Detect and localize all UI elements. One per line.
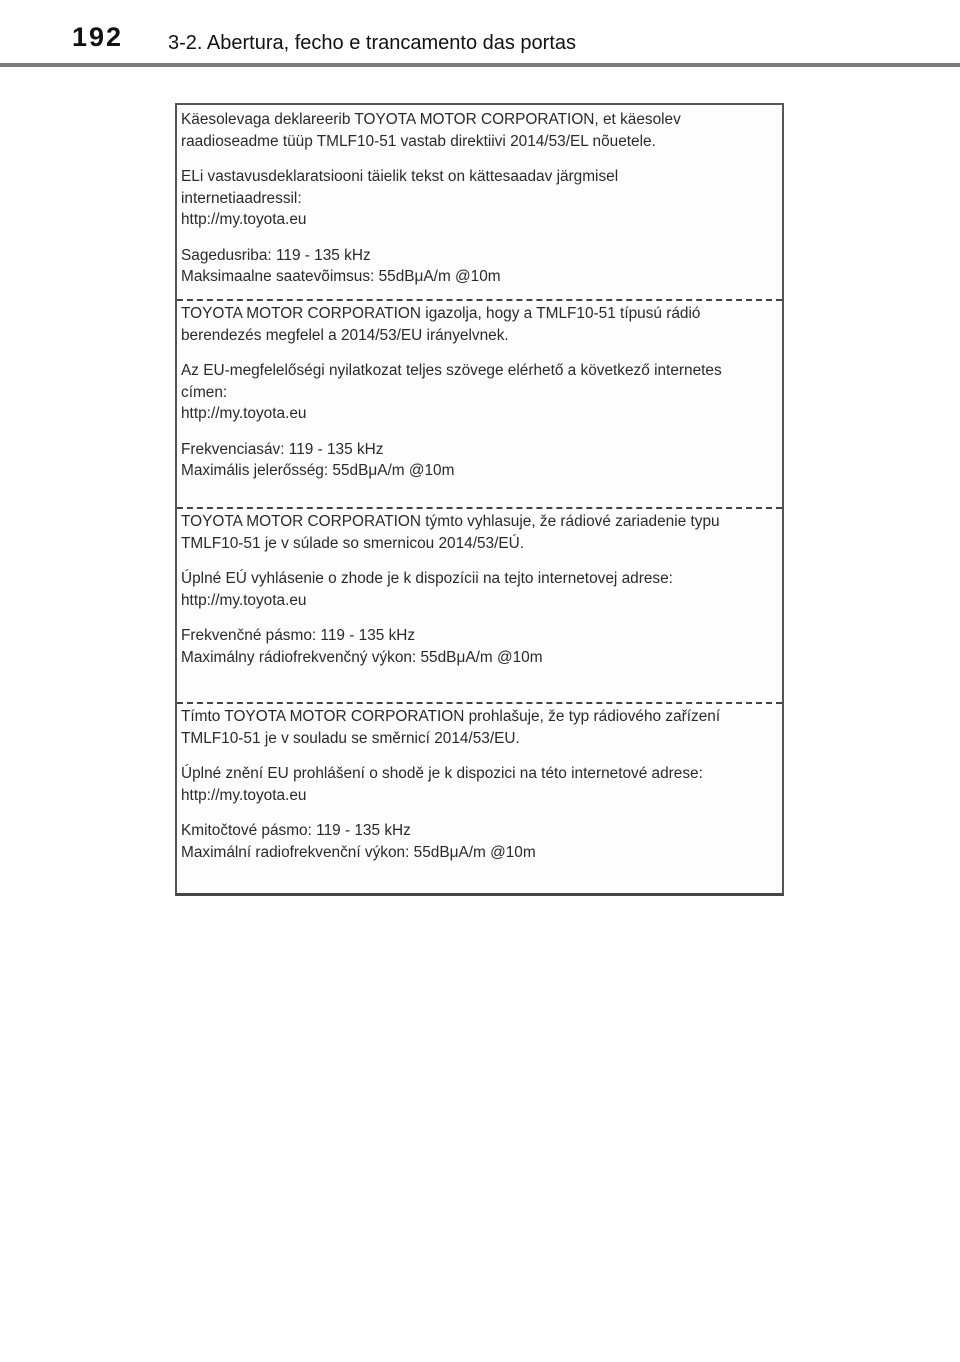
page-number: 192 [72, 22, 124, 52]
declaration-text-line: címen: [181, 383, 228, 401]
declaration-estonian [177, 109, 782, 288]
declaration-text-line: Úplné znění EU prohlášení o shodě je k dispozici na této internetové adrese: [181, 765, 703, 782]
declaration-of-conformity-box [175, 103, 784, 896]
declaration-text-line: berendezés megfelel a 2014/53/EU irányelvnek. [181, 326, 509, 344]
declaration-text-line: TMLF10-51 je v souladu se směrnicí 2014/53/EU. [181, 729, 520, 747]
declaration-text-line: Úplné EÚ vyhlásenie o zhode je k dispozícii na tejto internetovej adrese: [181, 570, 673, 587]
declaration-text-line: TMLF10-51 je v súlade so smernicou 2014/53/EÚ. [181, 534, 525, 552]
declaration-url: http://my.toyota.eu [181, 405, 307, 422]
declaration-text-line: Az EU-megfelelőségi nyilatkozat teljes szövege elérhető a következő internetes [181, 362, 722, 379]
page-header [0, 0, 960, 68]
frequency-band: Sagedusriba: 119 - 135 kHz [181, 246, 371, 264]
max-power: Maksimaalne saatevõimsus: 55dBμA/m @10m [181, 268, 501, 285]
declaration-text-line: Tímto TOYOTA MOTOR CORPORATION prohlašuje, že typ rádiového zařízení [181, 708, 721, 725]
frequency-band: Frekvenčné pásmo: 119 - 135 kHz [181, 627, 416, 644]
declaration-url: http://my.toyota.eu [181, 786, 307, 804]
frequency-band: Frekvenciasáv: 119 - 135 kHz [181, 440, 384, 458]
section-divider [177, 702, 782, 704]
section-title: 3-2. Abertura, fecho e trancamento das portas [168, 32, 577, 54]
max-power: Maximální radiofrekvenční výkon: 55dBμA/m @10m [181, 843, 536, 861]
header-rule [0, 63, 960, 67]
declaration-text-line: TOYOTA MOTOR CORPORATION igazolja, hogy a TMLF10-51 típusú rádió [181, 305, 701, 322]
declaration-slovak [177, 511, 782, 668]
max-power: Maximális jelerősség: 55dBμA/m @10m [181, 462, 455, 479]
section-divider [177, 299, 782, 301]
declaration-czech [177, 706, 782, 863]
declaration-text-line: Käesolevaga deklareerib TOYOTA MOTOR CORPORATION, et käesolev [181, 111, 681, 128]
frequency-band: Kmitočtové pásmo: 119 - 135 kHz [181, 822, 411, 839]
declaration-url: http://my.toyota.eu [181, 211, 307, 228]
section-divider [177, 507, 782, 509]
declaration-text-line: TOYOTA MOTOR CORPORATION týmto vyhlasuje, že rádiové zariadenie typu [181, 513, 720, 530]
declaration-url: http://my.toyota.eu [181, 591, 307, 609]
declaration-text-line: raadioseadme tüüp TMLF10-51 vastab direktiivi 2014/53/EL nõuetele. [181, 132, 656, 150]
max-power: Maximálny rádiofrekvenčný výkon: 55dBμA/m @10m [181, 648, 543, 666]
declaration-text-line: internetiaadressil: [181, 189, 302, 207]
declaration-text-line: ELi vastavusdeklaratsiooni täielik tekst on kättesaadav järgmisel [181, 168, 619, 185]
declaration-hungarian [177, 303, 782, 482]
